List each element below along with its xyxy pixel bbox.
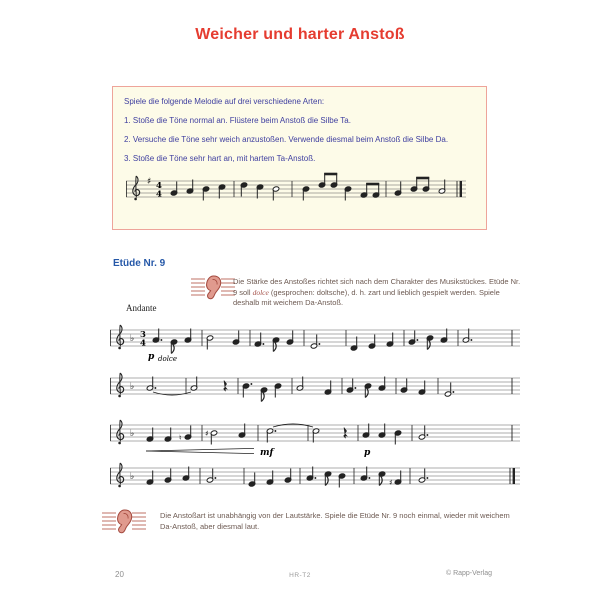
svg-text:♭: ♭ [130,429,135,439]
svg-text:3: 3 [140,330,146,341]
svg-text:♯: ♯ [389,477,393,487]
tempo-marking: Andante [126,303,157,313]
note1-post: (gesprochen: doltsche), d. h. zart und lieblich gespielt werden. Spiele deshalb mit weichem Da-Anstoß. [233,287,500,307]
instruction-item-2: 2. Versuche die Töne sehr weich anzustoßen. Verwende diesmal beim Anstoß die Silbe Da. [124,135,449,144]
melody-staff [126,165,466,224]
page-number: 20 [115,570,124,579]
svg-text:♭: ♭ [130,334,135,344]
svg-text:p: p [148,352,155,362]
svg-text:♯: ♯ [147,177,152,187]
ear-icon [191,273,235,308]
page-title: Weicher und harter Anstoß [195,26,405,43]
instruction-box [112,86,487,230]
svg-text:4: 4 [156,181,162,192]
note1-dolce: dolce [252,287,269,297]
note1-pre: Die Stärke des Anstoßes richtet sich nach dem Charakter des Musikstückes. Etüde Nr. 9 soll [233,277,521,297]
instruction-item-3: 3. Stoße die Töne sehr hart an, mit hartem Ta-Anstoß. [124,154,316,163]
instruction-item-1: 1. Stoße die Töne normal an. Flüstere beim Anstoß die Silbe Ta. [124,116,351,125]
svg-text:p: p [364,448,371,458]
svg-text:4: 4 [140,338,146,349]
etude-staff-4 [110,452,520,511]
svg-text:♭: ♭ [130,472,135,482]
ear-icon [102,507,146,542]
bottom-note-text: Die Anstoßart ist unabhängig von der Lautstärke. Spiele die Etüde Nr. 9 noch einmal, wieder mit weichem Da-Anstoß, aber diesmal laut. [160,511,510,531]
svg-text:♮: ♮ [179,432,182,442]
etude-note-text [233,277,522,309]
svg-text:♯: ♯ [205,428,209,438]
svg-text:mf: mf [260,448,274,458]
svg-text:dolce: dolce [158,355,177,363]
copyright: © Rapp-Verlag [445,570,492,577]
edition-code: HR-T2 [289,572,311,579]
etude-heading: Etüde Nr. 9 [113,258,166,269]
instruction-intro: Spiele die folgende Melodie auf drei verschiedene Arten: [124,97,325,106]
svg-text:4: 4 [156,189,162,200]
svg-text:♭: ♭ [130,382,135,392]
